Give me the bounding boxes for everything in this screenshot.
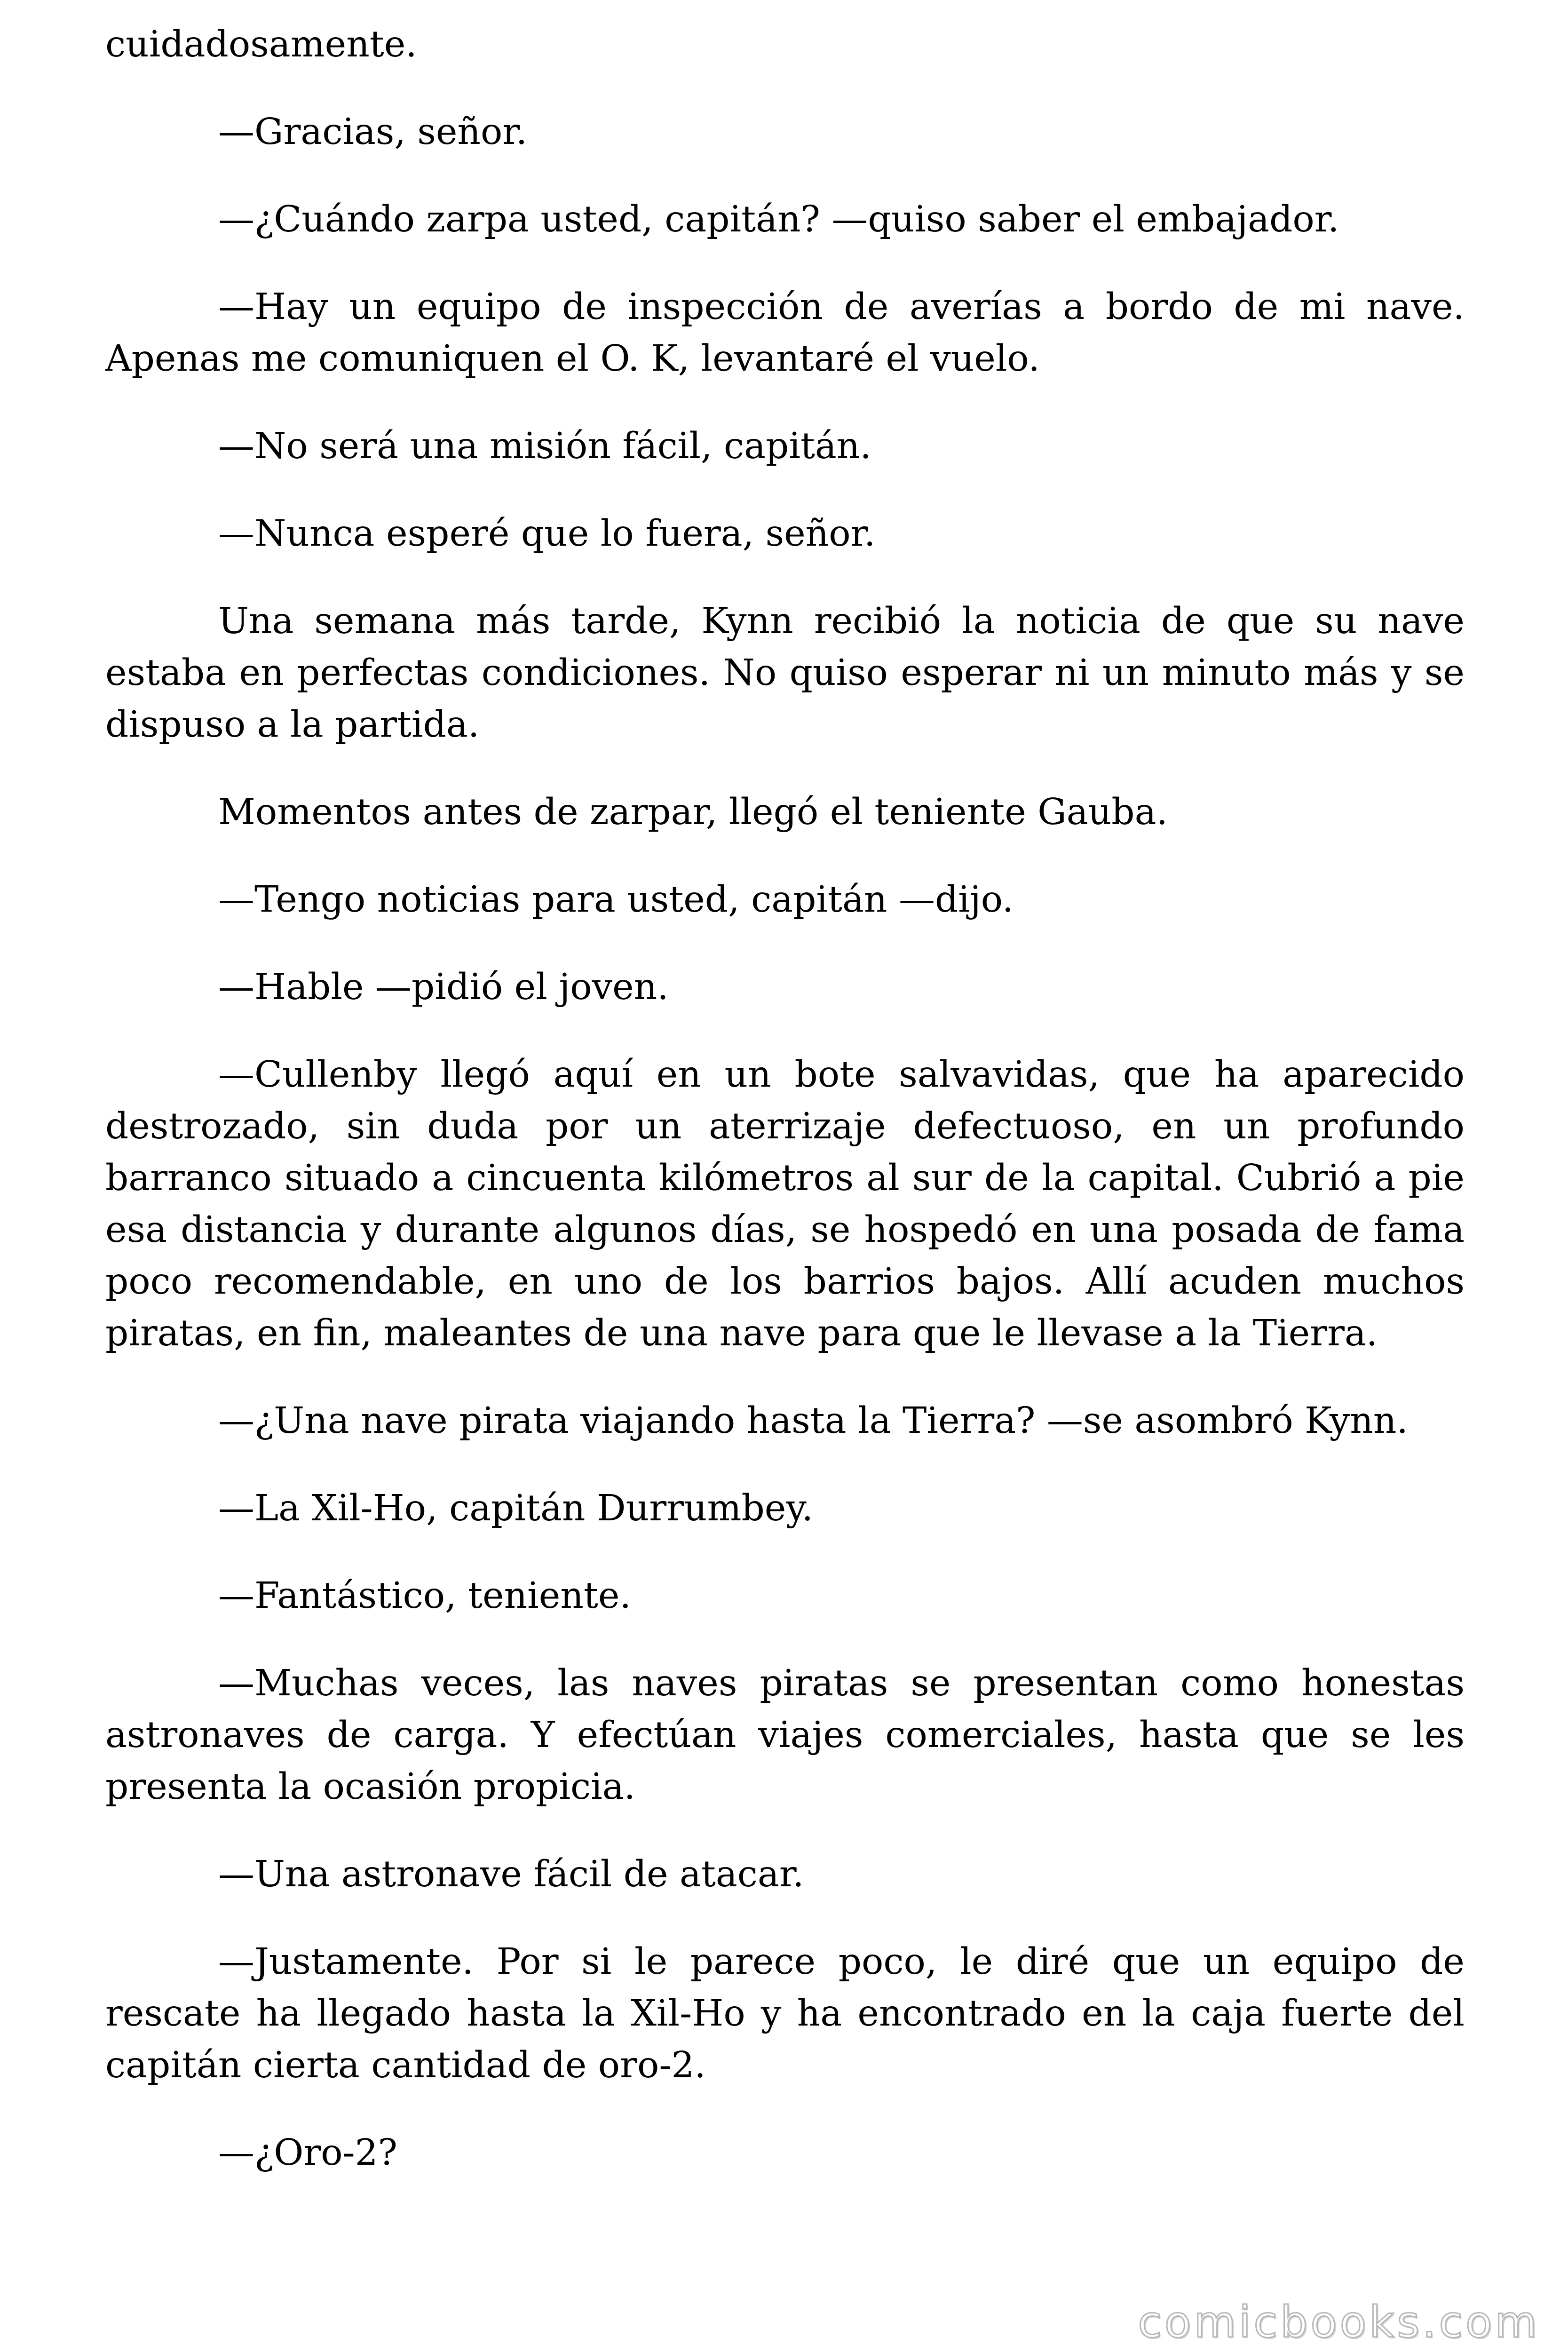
book-page-text: [105, 19, 1465, 2215]
paragraph: —Gracias, señor.: [218, 111, 528, 153]
paragraph: —No será una misión fácil, capitán.: [218, 425, 871, 467]
site-watermark: comicbooks.com: [1138, 2297, 1540, 2347]
paragraph: —Hable —pidió el joven.: [218, 966, 669, 1008]
paragraph: —¿Oro-2?: [218, 2132, 397, 2174]
paragraph: cuidadosamente.: [105, 24, 417, 65]
paragraph: —¿Cuándo zarpa usted, capitán? —quiso saber el embajador.: [218, 199, 1339, 240]
paragraph: —Muchas veces, las naves piratas se presentan como honestas astronaves de carga. Y efectúan viajes comerciales, hasta que se les presenta la ocasión propicia.: [105, 1662, 1465, 1808]
paragraph: —Nunca esperé que lo fuera, señor.: [218, 513, 876, 555]
paragraph: —Fantástico, teniente.: [218, 1575, 631, 1617]
paragraph: Una semana más tarde, Kynn recibió la noticia de que su nave estaba en perfectas condiciones. No quiso esperar ni un minuto más y se dispuso a la partida.: [105, 600, 1465, 746]
paragraph: —Cullenby llegó aquí en un bote salvavidas, que ha aparecido destrozado, sin duda por un aterrizaje defectuoso, en un profundo barranco situado a cincuenta kilómetros al sur de la capital. Cubrió a pie esa distancia y durante algunos días, se hospedó en una posada de fama poco recomendable, en uno de los barrios bajos. Allí acuden muchos piratas, en fin, maleantes de una nave para que le llevase a la Tierra.: [105, 1054, 1465, 1354]
paragraph: —¿Una nave pirata viajando hasta la Tierra? —se asombró Kynn.: [218, 1400, 1408, 1442]
paragraph: —La Xil-Ho, capitán Durrumbey.: [218, 1487, 814, 1529]
paragraph: —Justamente. Por si le parece poco, le diré que un equipo de rescate ha llegado hasta la Xil-Ho y ha encontrado en la caja fuerte del capitán cierta cantidad de oro-2.: [105, 1941, 1465, 2086]
paragraph: —Una astronave fácil de atacar.: [218, 1853, 804, 1895]
paragraph: —Tengo noticias para usted, capitán —dijo.: [218, 879, 1014, 921]
paragraph: —Hay un equipo de inspección de averías a bordo de mi nave. Apenas me comuniquen el O. K, levantaré el vuelo.: [105, 286, 1465, 380]
paragraph: Momentos antes de zarpar, llegó el teniente Gauba.: [218, 791, 1168, 833]
